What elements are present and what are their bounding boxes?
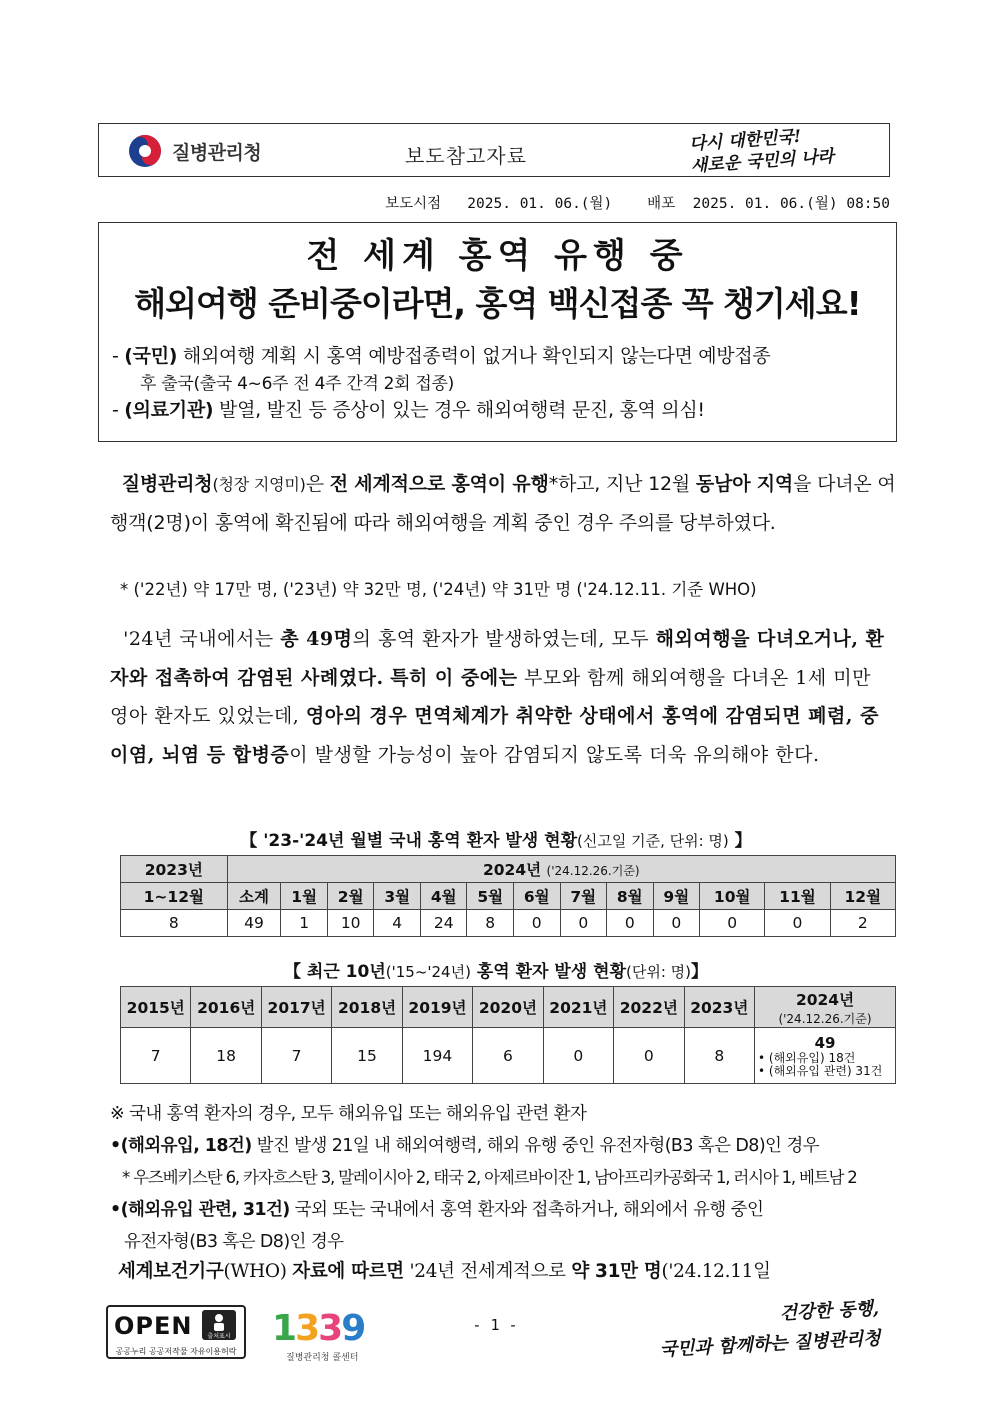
table-cell: 15 (332, 1028, 402, 1084)
summary-citizens (112, 343, 770, 370)
table-header-cell: 2020년 (473, 987, 543, 1028)
head-name: (청장 지영미) (212, 475, 306, 494)
table-cell: 0 (700, 910, 765, 937)
table-header-cell: 2022년 (614, 987, 684, 1028)
year-sub: ('24.12.26.기준) (546, 864, 640, 878)
document-type: 보도참고자료 (405, 144, 527, 168)
note-import-related-cont: 유전자형(B3 혹은 D8)인 경우 (124, 1232, 344, 1252)
paragraph-1 (110, 465, 896, 542)
table-header-cell: 2019년 (402, 987, 472, 1028)
summary-label: (국민) (124, 345, 178, 367)
call-digit: 3 (318, 1308, 342, 1349)
text: '24년 국내에서는 (123, 628, 281, 650)
table-row (121, 1028, 896, 1084)
table-cell: 4 (374, 910, 421, 937)
agency-name: 질병관리청 (172, 142, 262, 164)
table-header-cell: 소계 (227, 883, 281, 910)
table-header-cell: 5월 (467, 883, 514, 910)
table-cell-2024 (755, 1028, 896, 1084)
table-cell: 8 (684, 1028, 755, 1084)
highlight: 전 세계적으로 홍역이 유행 (329, 473, 549, 495)
table-cell: 24 (420, 910, 467, 937)
highlight: 해외여행을 다녀오거나, 환자와 접촉하여 감염된 사례였다. (110, 628, 885, 689)
text: (WHO) (223, 1261, 293, 1282)
caption-unit: (단위: 명) (626, 963, 691, 981)
open-badge-sub: 출처표시 (207, 1333, 231, 1340)
open-license-subtitle: 공공누리 공공저작물 자유이용허락 (115, 1347, 237, 1356)
note-label: •(해외유입 관련, 31건) (110, 1200, 290, 1220)
bracket: 【 (283, 962, 307, 982)
paragraph-2 (110, 620, 896, 774)
detail-imported: • (해외유입) 18건 (758, 1050, 856, 1065)
summary-text: 해외여행 계획 시 홍역 예방접종력이 없거나 확인되지 않는다면 예방접종 (177, 345, 771, 367)
text: *하고, 지난 12월 (548, 473, 696, 495)
table-cell: 0 (607, 910, 654, 937)
text: ('24.12.11일 (661, 1261, 771, 1282)
table-cell: 0 (614, 1028, 684, 1084)
table-row (121, 883, 896, 910)
table-cell: 8 (121, 910, 228, 937)
bracket: 】 (728, 831, 752, 851)
header-2023: 2023년 (121, 856, 228, 883)
monthly-cases-table (120, 855, 896, 937)
call-center-number (272, 1308, 364, 1349)
text: 의 홍역 환자가 발생하였는데, 모두 (352, 628, 656, 650)
table1-caption (100, 826, 892, 851)
taeguk-logo-icon (128, 134, 162, 168)
total-value: 49 (814, 1033, 836, 1052)
release-date-line: 보도시점 2025. 01. 06.(월) 배포 2025. 01. 06.(월) 08:50 (385, 196, 890, 212)
call-digit: 3 (295, 1308, 319, 1349)
table-cell: 1 (281, 910, 328, 937)
caption-title: 홍역 환자 발생 현황 (470, 962, 626, 982)
call-digit: 1 (272, 1308, 296, 1349)
highlight: 세계보건기구 (118, 1261, 224, 1282)
table-row (121, 987, 896, 1028)
table-header-cell: 2017년 (261, 987, 331, 1028)
table-header-cell: 2월 (327, 883, 374, 910)
title-line1: 전 세계 홍역 유행 중 (306, 236, 689, 276)
highlight: 영아의 경우 면역체계가 취약한 상태에서 홍역에 감염되면 폐렴, 중이염, 뇌염 등 합병증 (110, 705, 879, 766)
table-header-cell: 10월 (700, 883, 765, 910)
table-cell: 7 (261, 1028, 331, 1084)
text: 이 발생할 가능성이 높아 감염되지 않도록 더욱 유의해야 한다. (289, 743, 820, 766)
note-countries: * 우즈베키스탄 6, 카자흐스탄 3, 말레이시아 2, 태국 2, 아제르바이잔 1, 남아프리카공화국 1, 러시아 1, 베트남 2 (122, 1168, 857, 1187)
year-label: 2024년 (795, 990, 855, 1009)
title-line2: 해외여행 준비중이라면, 홍역 백신접종 꼭 챙기세요! (134, 284, 861, 323)
caption-title: '23-'24년 월별 국내 홍역 환자 발생 현황 (263, 831, 577, 851)
table-header-cell: 2021년 (543, 987, 613, 1028)
caption-range: ('15~'24년) (385, 963, 471, 981)
call-digit: 9 (341, 1308, 365, 1349)
detail-related: • (해외유입 관련) 31건 (758, 1063, 883, 1078)
summary-dash: - (112, 345, 125, 367)
summary-dash: - (112, 399, 125, 421)
table-cell: 8 (467, 910, 514, 937)
note-label: •(해외유입, 18건) (110, 1136, 252, 1156)
table-header-cell: 4월 (420, 883, 467, 910)
table-cell: 0 (560, 910, 607, 937)
note-import-related (110, 1193, 763, 1227)
table-cell: 7 (121, 1028, 191, 1084)
summary-medical (112, 397, 705, 424)
slogan-line1: 건강한 동행, (779, 1298, 880, 1325)
text: 은 (305, 473, 330, 495)
table-cell: 18 (191, 1028, 261, 1084)
table2-caption (100, 957, 892, 982)
table-header-cell-2024 (755, 987, 896, 1028)
call-center-label: 질병관리청 콜센터 (286, 1353, 359, 1363)
table-header-cell: 3월 (374, 883, 421, 910)
table-header-cell: 7월 (560, 883, 607, 910)
note-imported (110, 1129, 819, 1163)
paragraph-3 (118, 1257, 771, 1283)
text: 부모와 함께 해외여행을 다녀온 1세 미만 영아 환자도 있었는데, (110, 666, 871, 727)
bracket: 】 (691, 962, 708, 982)
caption-unit: (신고일 기준, 단위: 명) (577, 832, 729, 850)
year-sub: ('24.12.26.기준) (778, 1011, 872, 1026)
table-cell: 0 (513, 910, 560, 937)
table-header-cell: 8월 (607, 883, 654, 910)
highlight: 특히 이 중에는 (390, 666, 518, 689)
table-header-cell: 12월 (830, 883, 895, 910)
table-header-cell: 1월 (281, 883, 328, 910)
table-header-cell: 6월 (513, 883, 560, 910)
table-cell: 0 (543, 1028, 613, 1084)
yearly-cases-table (120, 986, 896, 1084)
table-cell: 0 (765, 910, 830, 937)
header-2024 (227, 856, 895, 883)
table-header-cell: 2018년 (332, 987, 402, 1028)
slogan-line2: 새로운 국민의 나라 (690, 146, 835, 177)
agency-ref: 질병관리청 (121, 473, 213, 495)
page-number: - 1 - (472, 1316, 518, 1334)
highlight: 동남아 지역 (695, 473, 794, 495)
note-text: 국외 또는 국내에서 홍역 환자와 접촉하거나, 해외에서 유행 중인 (289, 1200, 764, 1220)
note-overseas: ※ 국내 홍역 환자의 경우, 모두 해외유입 또는 해외유입 관련 환자 (110, 1104, 587, 1124)
table-cell: 6 (473, 1028, 543, 1084)
slogan-line1: 다시 대한민국! (688, 126, 802, 155)
bracket: 【 (240, 831, 264, 851)
open-license-text: OPEN (114, 1312, 193, 1340)
attribution-person-icon (202, 1310, 236, 1340)
table-header-cell: 11월 (765, 883, 830, 910)
table-header-cell: 2015년 (121, 987, 191, 1028)
table-header-cell: 9월 (653, 883, 700, 910)
highlight: 자료에 따르면 (292, 1261, 404, 1282)
note-text: 발진 발생 21일 내 해외여행력, 해외 유행 중인 유전자형(B3 혹은 D8)인 경우 (251, 1136, 819, 1156)
summary-label: (의료기관) (124, 399, 214, 421)
table-header-cell: 2016년 (191, 987, 261, 1028)
text: 을 다녀온 여행객(2명)이 홍역에 확진됨에 따라 해외여행을 계획 중인 경우 주의를 당부하였다. (110, 473, 896, 534)
slogan-footer (649, 1294, 882, 1366)
text: '24년 전세계적으로 (403, 1261, 572, 1282)
caption-title: 최근 10년 (306, 962, 386, 982)
table-cell: 10 (327, 910, 374, 937)
summary-text: 발열, 발진 등 증상이 있는 경우 해외여행력 문진, 홍역 의심! (213, 399, 705, 421)
table-header-cell: 1~12월 (121, 883, 228, 910)
highlight: 총 49명 (280, 628, 353, 650)
table-cell: 0 (653, 910, 700, 937)
footnote-who: * ('22년) 약 17만 명, ('23년) 약 32만 명, ('24년) 약 31만 명 ('24.12.11. 기준 WHO) (120, 580, 757, 599)
table-header-cell: 2023년 (684, 987, 755, 1028)
table-cell: 2 (830, 910, 895, 937)
table-cell: 194 (402, 1028, 472, 1084)
person-icon (202, 1310, 236, 1340)
highlight: 약 31만 명 (571, 1261, 662, 1282)
summary-citizens-cont: 후 출국(출국 4~6주 전 4주 간격 2회 접종) (140, 374, 454, 394)
table-cell: 49 (227, 910, 281, 937)
slogan-line2: 국민과 함께하는 질병관리청 (659, 1327, 882, 1361)
year-label: 2024년 (482, 861, 542, 879)
table-row (121, 910, 896, 937)
